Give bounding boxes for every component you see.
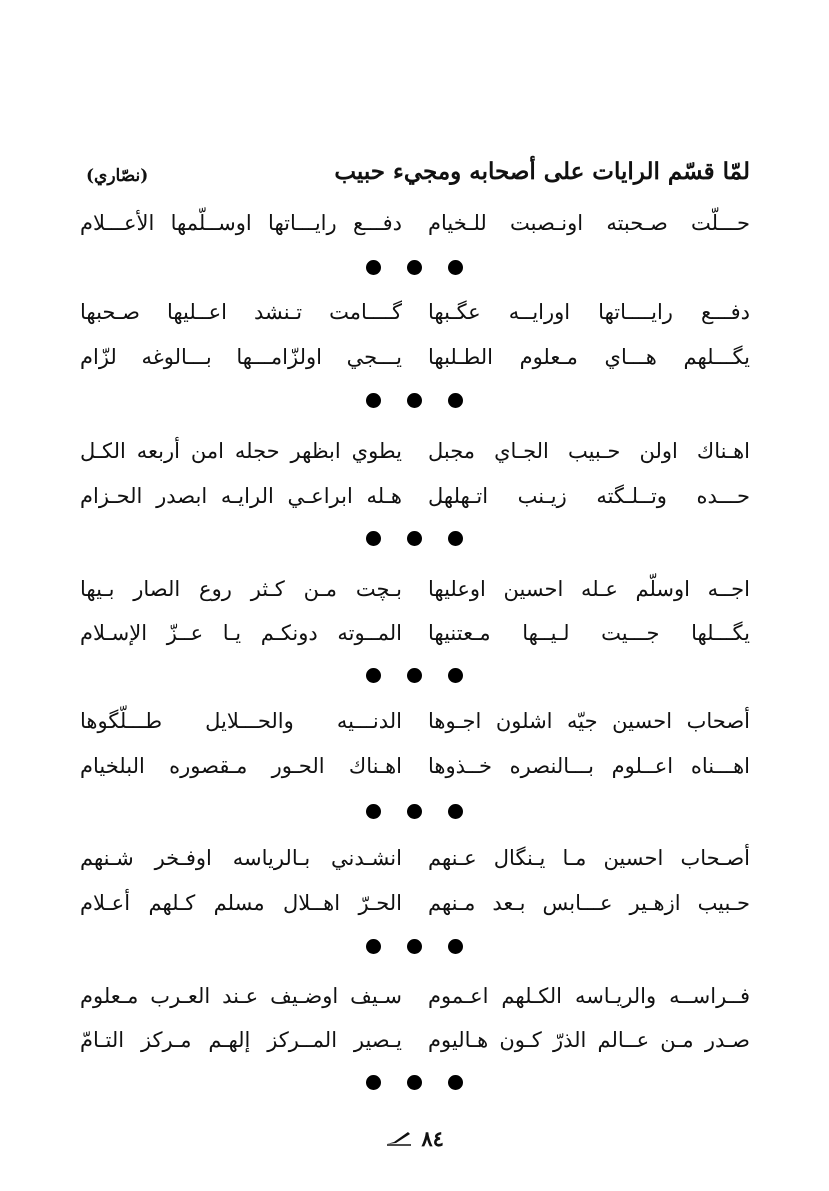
separator-dot bbox=[366, 260, 381, 275]
verse-second-hemistich: المــوته دونكـم يـا عــزّ الإسـلام bbox=[80, 621, 402, 645]
verse-line bbox=[80, 746, 750, 786]
separator-dot bbox=[448, 531, 463, 546]
stanza-separator bbox=[366, 1075, 466, 1091]
verse-line bbox=[80, 1020, 750, 1060]
separator-dot bbox=[366, 804, 381, 819]
verse-second-hemistich: انشـدني بـالرياسه اوفـخر شـنهم bbox=[80, 846, 402, 870]
verse-line bbox=[80, 701, 750, 741]
separator-dot bbox=[407, 393, 422, 408]
verse-first-hemistich: اهـــناه اعــلوم بـــالنصره خــذوها bbox=[428, 754, 750, 778]
verse-first-hemistich: حـبيب ازهـير عـــابس بـعد مـنهم bbox=[428, 891, 750, 915]
verse-second-hemistich: اهـناك الحـور مـقصوره البلخيام bbox=[80, 754, 402, 778]
verse-second-hemistich: الدنـــيه والحـــلايل طـــلّگوها bbox=[80, 709, 402, 733]
stanza-separator bbox=[366, 260, 466, 276]
verse-first-hemistich: أصحاب احسين جيّه اشلون اجـوها bbox=[428, 709, 750, 733]
page-footer bbox=[360, 1126, 470, 1156]
pen-icon-graphic bbox=[386, 1130, 412, 1146]
verse-first-hemistich: حـــده وتــلـگته زيـنب اتـهلهل bbox=[428, 484, 750, 508]
stanza-separator bbox=[366, 939, 466, 955]
verse-second-hemistich: الحـرّ اهــلال مسلم كـلهم أعـلام bbox=[80, 891, 402, 915]
poem-title: لمّا قسّم الرايات على أصحابه ومجيء حبيب bbox=[334, 158, 750, 185]
verse-second-hemistich: گــــامت تـنشد اعــليها صـحبها bbox=[80, 300, 402, 324]
verse-second-hemistich: دفـــع رايـــاتها اوســلّمها الأعـــلام bbox=[80, 211, 402, 235]
stanza-separator bbox=[366, 393, 466, 409]
separator-dot bbox=[366, 531, 381, 546]
separator-dot bbox=[366, 1075, 381, 1090]
separator-dot bbox=[407, 531, 422, 546]
verse-second-hemistich: يـصير المــركز إلهـم مـركز التـامّ bbox=[80, 1028, 402, 1052]
verse-line bbox=[80, 431, 750, 471]
separator-dot bbox=[448, 393, 463, 408]
verse-first-hemistich: حـــلّت صـحبته اونـصبت للـخيام bbox=[428, 211, 750, 235]
verse-line bbox=[80, 569, 750, 609]
verse-first-hemistich: اهـناك اولن حـبيب الجـاي مجبل bbox=[428, 439, 750, 463]
verse-line bbox=[80, 976, 750, 1016]
verse-line bbox=[80, 292, 750, 332]
verse-first-hemistich: اجــه اوسلّم عـله احسين اوعليها bbox=[428, 577, 750, 601]
separator-dot bbox=[448, 804, 463, 819]
verse-second-hemistich: بـچت مـن كـثر روع الصار بـيها bbox=[80, 577, 402, 601]
verse-line bbox=[80, 337, 750, 377]
poem-header bbox=[80, 158, 750, 198]
separator-dot bbox=[448, 668, 463, 683]
separator-dot bbox=[407, 939, 422, 954]
separator-dot bbox=[366, 393, 381, 408]
separator-dot bbox=[448, 260, 463, 275]
stanza-separator bbox=[366, 804, 466, 820]
verse-second-hemistich: يـــجي اولزّامـــها بـــالوغه لزّام bbox=[80, 345, 402, 369]
separator-dot bbox=[407, 668, 422, 683]
verse-second-hemistich: يطوي ابظهر حجله امن أربعه الكـل bbox=[80, 439, 402, 463]
pen-icon bbox=[386, 1130, 412, 1151]
stanza-separator bbox=[366, 668, 466, 684]
separator-dot bbox=[366, 668, 381, 683]
verse-line bbox=[80, 476, 750, 516]
verse-line bbox=[80, 203, 750, 243]
stanza-separator bbox=[366, 531, 466, 547]
verse-second-hemistich: هـله ابراعـي الرايـه ابصدر الحـزام bbox=[80, 484, 402, 508]
separator-dot bbox=[366, 939, 381, 954]
verse-first-hemistich: دفـــع رايــــاتها اورايــه عگـبها bbox=[428, 300, 750, 324]
verse-first-hemistich: أصـحاب احسين مـا يـنگال عـنهم bbox=[428, 846, 750, 870]
verse-first-hemistich: صـدر مـن عــالم الذرّ كـون هـاليوم bbox=[428, 1028, 750, 1052]
verse-second-hemistich: سـيف اوضـيف عـند العـرب مـعلوم bbox=[80, 984, 402, 1008]
verse-first-hemistich: يگـــلها جـــيت لـيــها مـعتنيها bbox=[428, 621, 750, 645]
separator-dot bbox=[407, 1075, 422, 1090]
verse-line bbox=[80, 838, 750, 878]
separator-dot bbox=[407, 260, 422, 275]
poem-meter: (نصّاري) bbox=[86, 166, 149, 186]
verse-line bbox=[80, 883, 750, 923]
verse-first-hemistich: فــراســه والريـاسه الكـلهم اعـموم bbox=[428, 984, 750, 1008]
verse-line bbox=[80, 613, 750, 653]
separator-dot bbox=[448, 1075, 463, 1090]
verse-first-hemistich: يگـــلهم هـــاي مـعلوم الطـلبها bbox=[428, 345, 750, 369]
separator-dot bbox=[407, 804, 422, 819]
separator-dot bbox=[448, 939, 463, 954]
page-number: ٨٤ bbox=[421, 1126, 444, 1151]
